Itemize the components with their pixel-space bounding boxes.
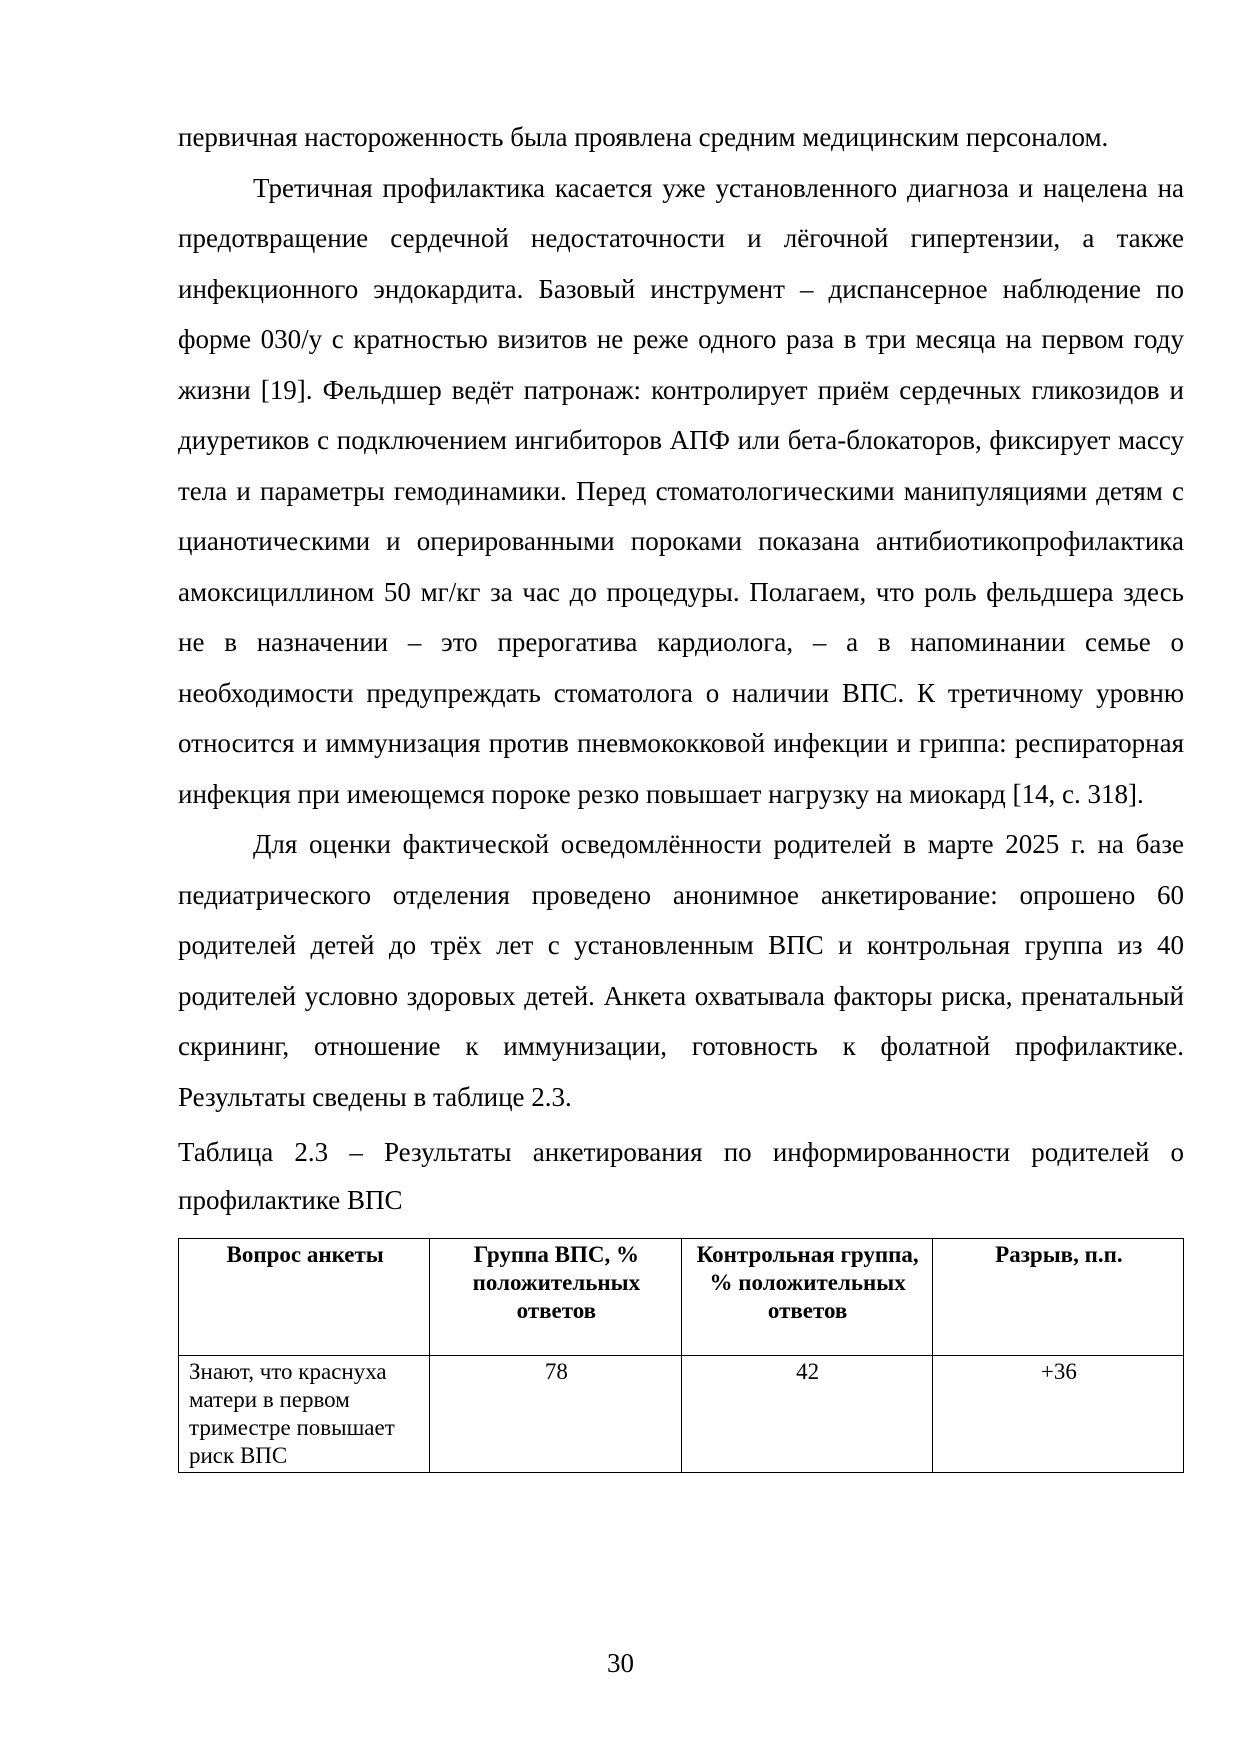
column-header-gap: Разрыв, п.п. bbox=[932, 1239, 1183, 1356]
column-header-control-group: Контрольная группа, % положительных ответов bbox=[681, 1239, 932, 1356]
column-header-question: Вопрос анкеты bbox=[179, 1239, 430, 1356]
survey-results-table bbox=[178, 1238, 1184, 1473]
column-header-chd-group: Группа ВПС, % положительных ответов bbox=[430, 1239, 681, 1356]
document-page bbox=[178, 112, 1184, 1473]
table-cell-gap: +36 bbox=[932, 1356, 1183, 1473]
table-row bbox=[179, 1356, 1184, 1473]
page-number: 30 bbox=[607, 1648, 634, 1678]
table-header-row bbox=[179, 1239, 1184, 1356]
paragraph-continuation: первичная настороженность была проявлена средним медицинским персоналом. bbox=[178, 122, 1109, 152]
table-cell-chd-group: 78 bbox=[430, 1356, 681, 1473]
paragraph-tertiary-prevention: Третичная профилактика касается уже установленного диагноза и нацелена на предотвращение сердечной недостаточности и лёгочной гипертензии, а также инфекционного эндокардита. Базовый инструмент – диспансерное наблюдение по форме 030/у с кратностью визитов не реже одного раза в три месяца на первом году жизни [19]. Фельдшер ведёт патронаж: контролирует приём сердечных гликозидов и диуретиков с подключением ингибиторов АПФ или бета-блокаторов, фиксирует массу тела и параметры гемодинамики. Перед стоматологическими манипуляциями детям с цианотическими и оперированными пороками показана антибиотикопрофилактика амоксициллином 50 мг/кг за час до процедуры. Полагаем, что роль фельдшера здесь не в назначении – это прерогатива кардиолога, – а в напоминании семье о необходимости предупреждать стоматолога о наличии ВПС. К третичному уровню относится и иммунизация против пневмококковой инфекции и гриппа: респираторная инфекция при имеющемся пороке резко повышает нагрузку на миокард [14, с. 318]. bbox=[178, 172, 1184, 809]
paragraph-survey-description: Для оценки фактической осведомлённости родителей в марте 2025 г. на базе педиатрического отделения проведено анонимное анкетирование: опрошено 60 родителей детей до трёх лет с установленным ВПС и контрольная группа из 40 родителей условно здоровых детей. Анкета охватывала факторы риска, пренатальный скрининг, отношение к иммунизации, готовность к фолатной профилактике. Результаты сведены в таблице 2.3. bbox=[178, 829, 1184, 1112]
table-caption: Таблица 2.3 – Результаты анкетирования по информированности родителей о профилактике ВПС bbox=[178, 1137, 1184, 1215]
table-cell-control-group: 42 bbox=[681, 1356, 932, 1473]
table-cell-question: Знают, что краснуха матери в первом триместре повышает риск ВПС bbox=[179, 1356, 430, 1473]
